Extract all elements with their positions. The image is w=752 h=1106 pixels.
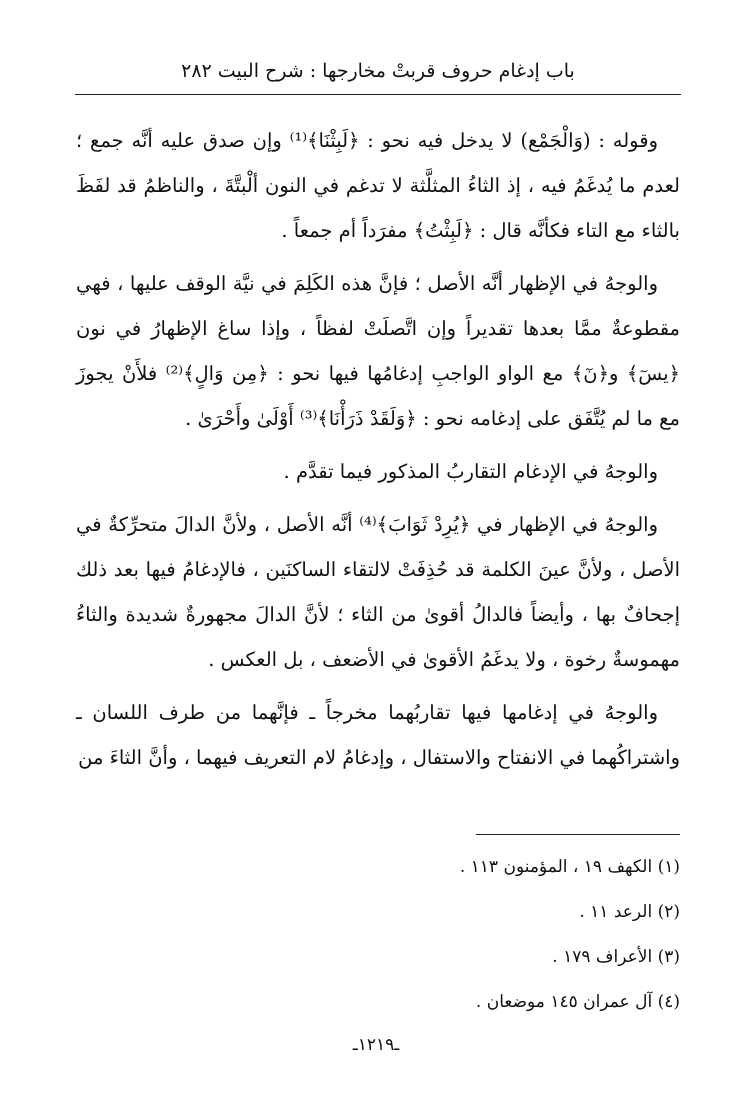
running-header: باب إدغام حروف قربتْ مخارجها : شرح البيت ٢٨٢ bbox=[181, 60, 575, 82]
page-number: ـ١٢١٩ـ bbox=[352, 1035, 400, 1055]
paragraph-4: والوجهُ في الإظهار في ﴿يُرِدْ ثَوَابَ﴾⁽⁴⁾ أنَّه الأصل ، ولأنَّ الدالَ متحرِّكةٌ في الأصل ، ولأنَّ عينَ الكلمة قد حُذِفَتْ لالتقاء الساكنَين ، فالإدغامُ فيها بعد ذلك إجحافٌ بها ، وأيضاً فالدالُ أقوىٰ من الثاء ؛ لأنَّ الدالَ مجهورةٌ شديدة والثاءُ مهموسةٌ رخوة ، ولا يدغَمُ الأقوىٰ في الأضعف ، بل العكس . bbox=[76, 513, 680, 671]
paragraph-2: والوجهُ في الإظهار أنَّه الأصل ؛ فإنَّ هذه الكَلِمَ في نيَّة الوقف عليها ، فهي مقطوعةٌ ممَّا بعدها تقديراً وإن اتَّصلَتْ لفظاً ، وإذا ساغ الإظهارُ في نون ﴿يسٓ﴾ و﴿نٓ﴾ مع الواو الواجبِ إدغامُها فيها نحو : ﴿مِن وَالٍ﴾⁽²⁾ فلأَنْ يجوزَ مع ما لم يُتَّفَق على إدغامه نحو : ﴿وَلَقَدْ ذَرَأْنَا﴾⁽³⁾ أَوْلَىٰ وأَحْرَىٰ . bbox=[76, 272, 680, 430]
paragraph-1: وقوله : (وَالْجَمْع) لا يدخل فيه نحو : ﴿لَبِثْنَا﴾⁽¹⁾ وإن صدق عليه أنَّه جمع ؛ لعدم ما يُدغَمُ فيه ، إذ الثاءُ المثلَّثة لا تدغم في النون ألْبتَّةَ ، والناظمُ قد لفَظَ بالثاء مع التاء فكأنَّه قال : ﴿لَبِثْتُ﴾ مفرَداً أم جمعاً . bbox=[76, 129, 680, 242]
main-text bbox=[76, 118, 680, 788]
paragraph-5: والوجهُ في إدغامها فيها تقاربُهما مخرجاً ـ فإنَّهما من طرف اللسان ـ واشتراكُهما في الانفتاح والاستفال ، وإدغامُ لام التعريف فيهما ، وأنَّ الثاءَ من bbox=[76, 701, 680, 769]
footnote-divider bbox=[476, 834, 680, 835]
footnotes bbox=[300, 845, 680, 1025]
footnote-4: (٤) آل عمران ١٤٥ موضعان . bbox=[475, 992, 680, 1012]
footnote-1: (١) الكهف ١٩ ، المؤمنون ١١٣ . bbox=[459, 857, 680, 877]
header-divider bbox=[75, 94, 681, 95]
footnote-3: (٣) الأعراف ١٧٩ . bbox=[552, 947, 680, 967]
paragraph-3: والوجهُ في الإدغام التقاربُ المذكور فيما تقدَّم . bbox=[283, 460, 658, 483]
footnote-2: (٢) الرعد ١١ . bbox=[579, 902, 680, 922]
